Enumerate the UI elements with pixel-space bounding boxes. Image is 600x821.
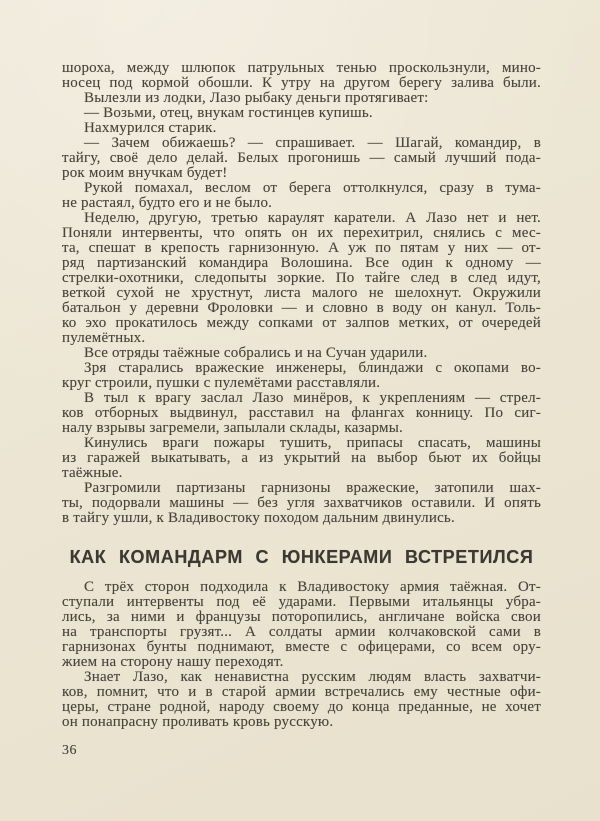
text-line: круг строили, пушки с пулемётами расставляли. <box>62 375 381 391</box>
text-line: носец под кормой обошли. К утру на другом берегу залива были. <box>62 75 541 91</box>
text-line: на транспорты грузят... А солдаты армии колчаковской сами в <box>62 624 541 640</box>
text-line: налу взрывы загремели, запылали склады, казармы. <box>62 420 403 436</box>
text-line: пулемётных. <box>62 330 146 346</box>
text-line: Кинулись враги пожары тушить, припасы спасать, машины <box>84 435 541 451</box>
text-line: лись, за ними и французы поторопились, англичане войска свои <box>62 609 541 625</box>
text-line: Зря старались вражеские инженеры, блиндажи с окопами во- <box>84 360 541 376</box>
text-line: ко эхо прокатилось между сопками от залпов метких, от очередей <box>62 315 541 331</box>
body-text-before-heading <box>62 61 541 526</box>
text-line: таёжные. <box>62 465 123 481</box>
text-line: Вылезли из лодки, Лазо рыбаку деньги протягивает: <box>84 90 429 106</box>
text-line: В тыл к врагу заслал Лазо минёров, к укреплениям — стрел- <box>84 390 541 406</box>
text-line: Разгромили партизаны гарнизоны вражеские, затопили шах- <box>84 480 541 496</box>
text-line: стрелки-охотники, следопыты зоркие. По тайге след в след идут, <box>62 270 541 286</box>
text-line: не растаял, будто его и не было. <box>62 195 273 211</box>
text-line: Поняли интервенты, что опять он их перехитрил, снялись с мес- <box>62 225 541 241</box>
text-line: — Возьми, отец, внукам гостинцев купишь. <box>84 105 373 121</box>
text-line: ков, помнит, что и в старой армии встречались ему честные офи- <box>62 684 541 700</box>
text-line: он понапрасну проливать кровь русскую. <box>62 714 334 730</box>
text-line: Неделю, другую, третью караулят каратели. А Лазо нет и нет. <box>84 210 541 226</box>
text-line: церы, стране родной, народу своему до конца преданные, не хочет <box>62 699 541 715</box>
text-line: — Зачем обижаешь? — спрашивает. — Шагай, командир, в <box>84 135 541 151</box>
text-line: Рукой помахал, веслом от берега оттолкнулся, сразу в тума- <box>84 180 541 196</box>
text-line: веткой сухой не хрустнут, листа малого не шелохнут. Окружили <box>62 285 541 301</box>
text-line: шороха, между шлюпок патрульных тенью проскользнули, мино- <box>62 60 541 76</box>
text-line: батальон у деревни Фроловки — и словно в воду он канул. Толь- <box>62 300 541 316</box>
text-line: Все отряды таёжные собрались и на Сучан ударили. <box>84 345 428 361</box>
text-line: рок моим внучкам будет! <box>62 165 228 181</box>
section-heading: КАК КОМАНДАРМ С ЮНКЕРАМИ ВСТРЕТИЛСЯ <box>69 547 534 567</box>
body-text-after-heading <box>62 580 541 730</box>
text-line: тайгу, своё дело делай. Белых прогонишь — самый лучший пода- <box>62 150 541 166</box>
text-line: С трёх сторон подходила к Владивостоку армия таёжная. От- <box>84 579 541 595</box>
text-column <box>62 61 541 730</box>
text-line: из гаражей выкатывать, а из укрытий на выбор бьют их бойцы <box>62 450 541 466</box>
page-number: 36 <box>62 743 77 758</box>
text-line: ряд партизанский командира Волошина. Все один к одному — <box>62 255 541 271</box>
text-line: та, спешат в крепость гарнизонную. А уж по пятам у них — от- <box>62 240 541 256</box>
text-line: ты, подорвали машины — без угля захватчиков оставили. И опять <box>62 495 541 511</box>
text-line: Знает Лазо, как ненавистна русским людям власть захватчи- <box>84 669 541 685</box>
text-line: жием на сторону нашу переходят. <box>62 654 284 670</box>
text-line: Нахмурился старик. <box>84 120 217 136</box>
text-line: гарнизонах бунты поднимают, вместе с офицерами, со всем ору- <box>62 639 541 655</box>
text-line: ступали интервенты под её ударами. Первыми итальянцы убра- <box>62 594 541 610</box>
text-line: в тайгу ушли, к Владивостоку походом дальним двинулись. <box>62 510 455 526</box>
text-line: ков отборных выдвинул, расставил на флангах конницу. По сиг- <box>62 405 541 421</box>
